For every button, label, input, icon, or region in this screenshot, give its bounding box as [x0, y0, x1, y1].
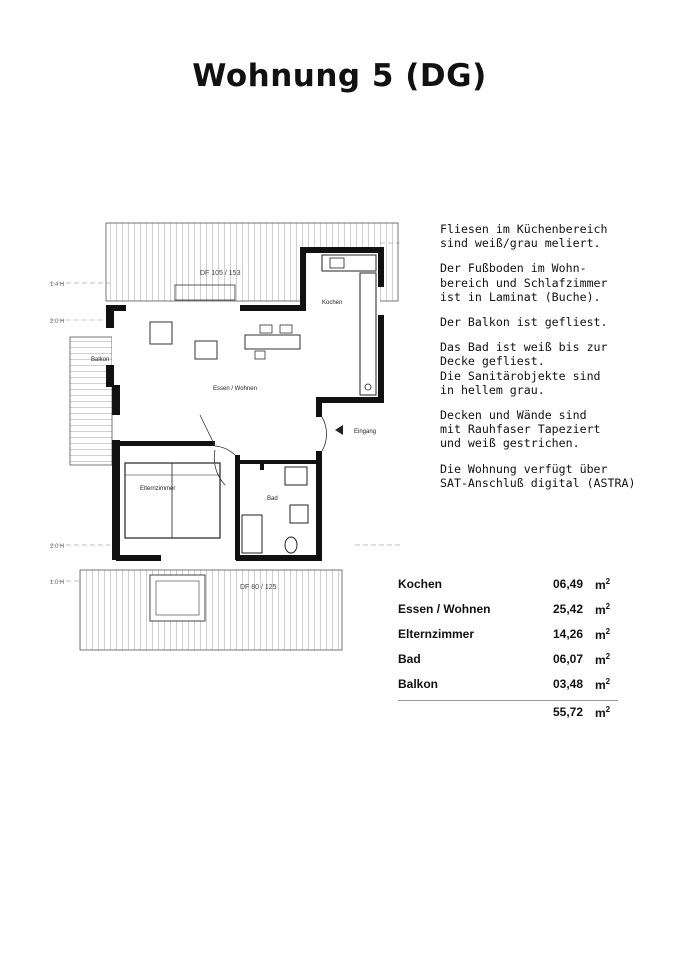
area-value: 06,07 — [553, 652, 584, 666]
note-walls: Decken und Wände sind mit Rauhfaser Tapeziert und weiß gestrichen. — [440, 408, 601, 451]
entrance-label: Eingang — [354, 429, 377, 435]
area-row — [398, 673, 616, 698]
area-name: Bad — [398, 652, 421, 666]
area-name: Balkon — [398, 677, 439, 691]
area-total-row — [398, 701, 616, 726]
area-name: Essen / Wohnen — [398, 602, 491, 616]
roof-bottom — [80, 570, 342, 650]
room-label-essen: Essen / Wohnen — [213, 386, 257, 392]
area-unit: $m^2$ — [595, 677, 611, 692]
area-unit: $m^2$ — [595, 652, 611, 667]
room-label-balkon: Balkon — [91, 357, 110, 363]
area-unit: $m^2$ — [595, 577, 611, 592]
area-value: 25,42 — [553, 602, 584, 616]
room-label-kochen: Kochen — [322, 300, 343, 306]
area-name: Kochen — [398, 577, 443, 591]
height-label-4: 1.0 H — [50, 580, 65, 586]
area-row — [398, 573, 616, 598]
room-label-bad: Bad — [267, 496, 278, 502]
area-unit: $m^2$ — [595, 705, 611, 720]
skylight-label-bottom: DF 80 / 125 — [240, 584, 277, 591]
area-table — [398, 573, 616, 726]
area-row — [398, 598, 616, 623]
skylight-label-top: DF 105 / 153 — [200, 270, 241, 277]
area-value: 03,48 — [553, 677, 584, 691]
note-sat: Die Wohnung verfügt über SAT-Anschluß digital (ASTRA) — [440, 461, 636, 490]
room-label-eltern: Elternzimmer — [140, 486, 176, 492]
area-total-value: 55,72 — [553, 705, 584, 719]
note-kitchen: Fliesen im Küchenbereich sind weiß/grau meliert. — [440, 222, 608, 251]
area-value: 06,49 — [553, 577, 584, 591]
height-label-3: 2.0 H — [50, 544, 65, 550]
area-value: 14,26 — [553, 627, 584, 641]
description-notes — [440, 222, 675, 501]
height-label-2: 2.0 H — [50, 319, 65, 325]
floor-plan — [50, 215, 400, 665]
note-balcony: Der Balkon ist gefliest. — [440, 315, 608, 330]
area-name: Elternzimmer — [398, 627, 475, 641]
page-title: Wohnung 5 (DG) — [192, 58, 487, 94]
note-floor: Der Fußboden im Wohn- bereich und Schlafzimmer ist in Laminat (Buche). — [440, 261, 608, 304]
area-row — [398, 623, 616, 648]
area-unit: $m^2$ — [595, 602, 611, 617]
area-unit: $m^2$ — [595, 627, 611, 642]
area-row — [398, 648, 616, 673]
note-bath: Das Bad ist weiß bis zur Decke gefliest. Die Sanitärobjekte sind in hellem grau. — [440, 340, 608, 397]
height-label-1: 1.4 H — [50, 282, 65, 288]
